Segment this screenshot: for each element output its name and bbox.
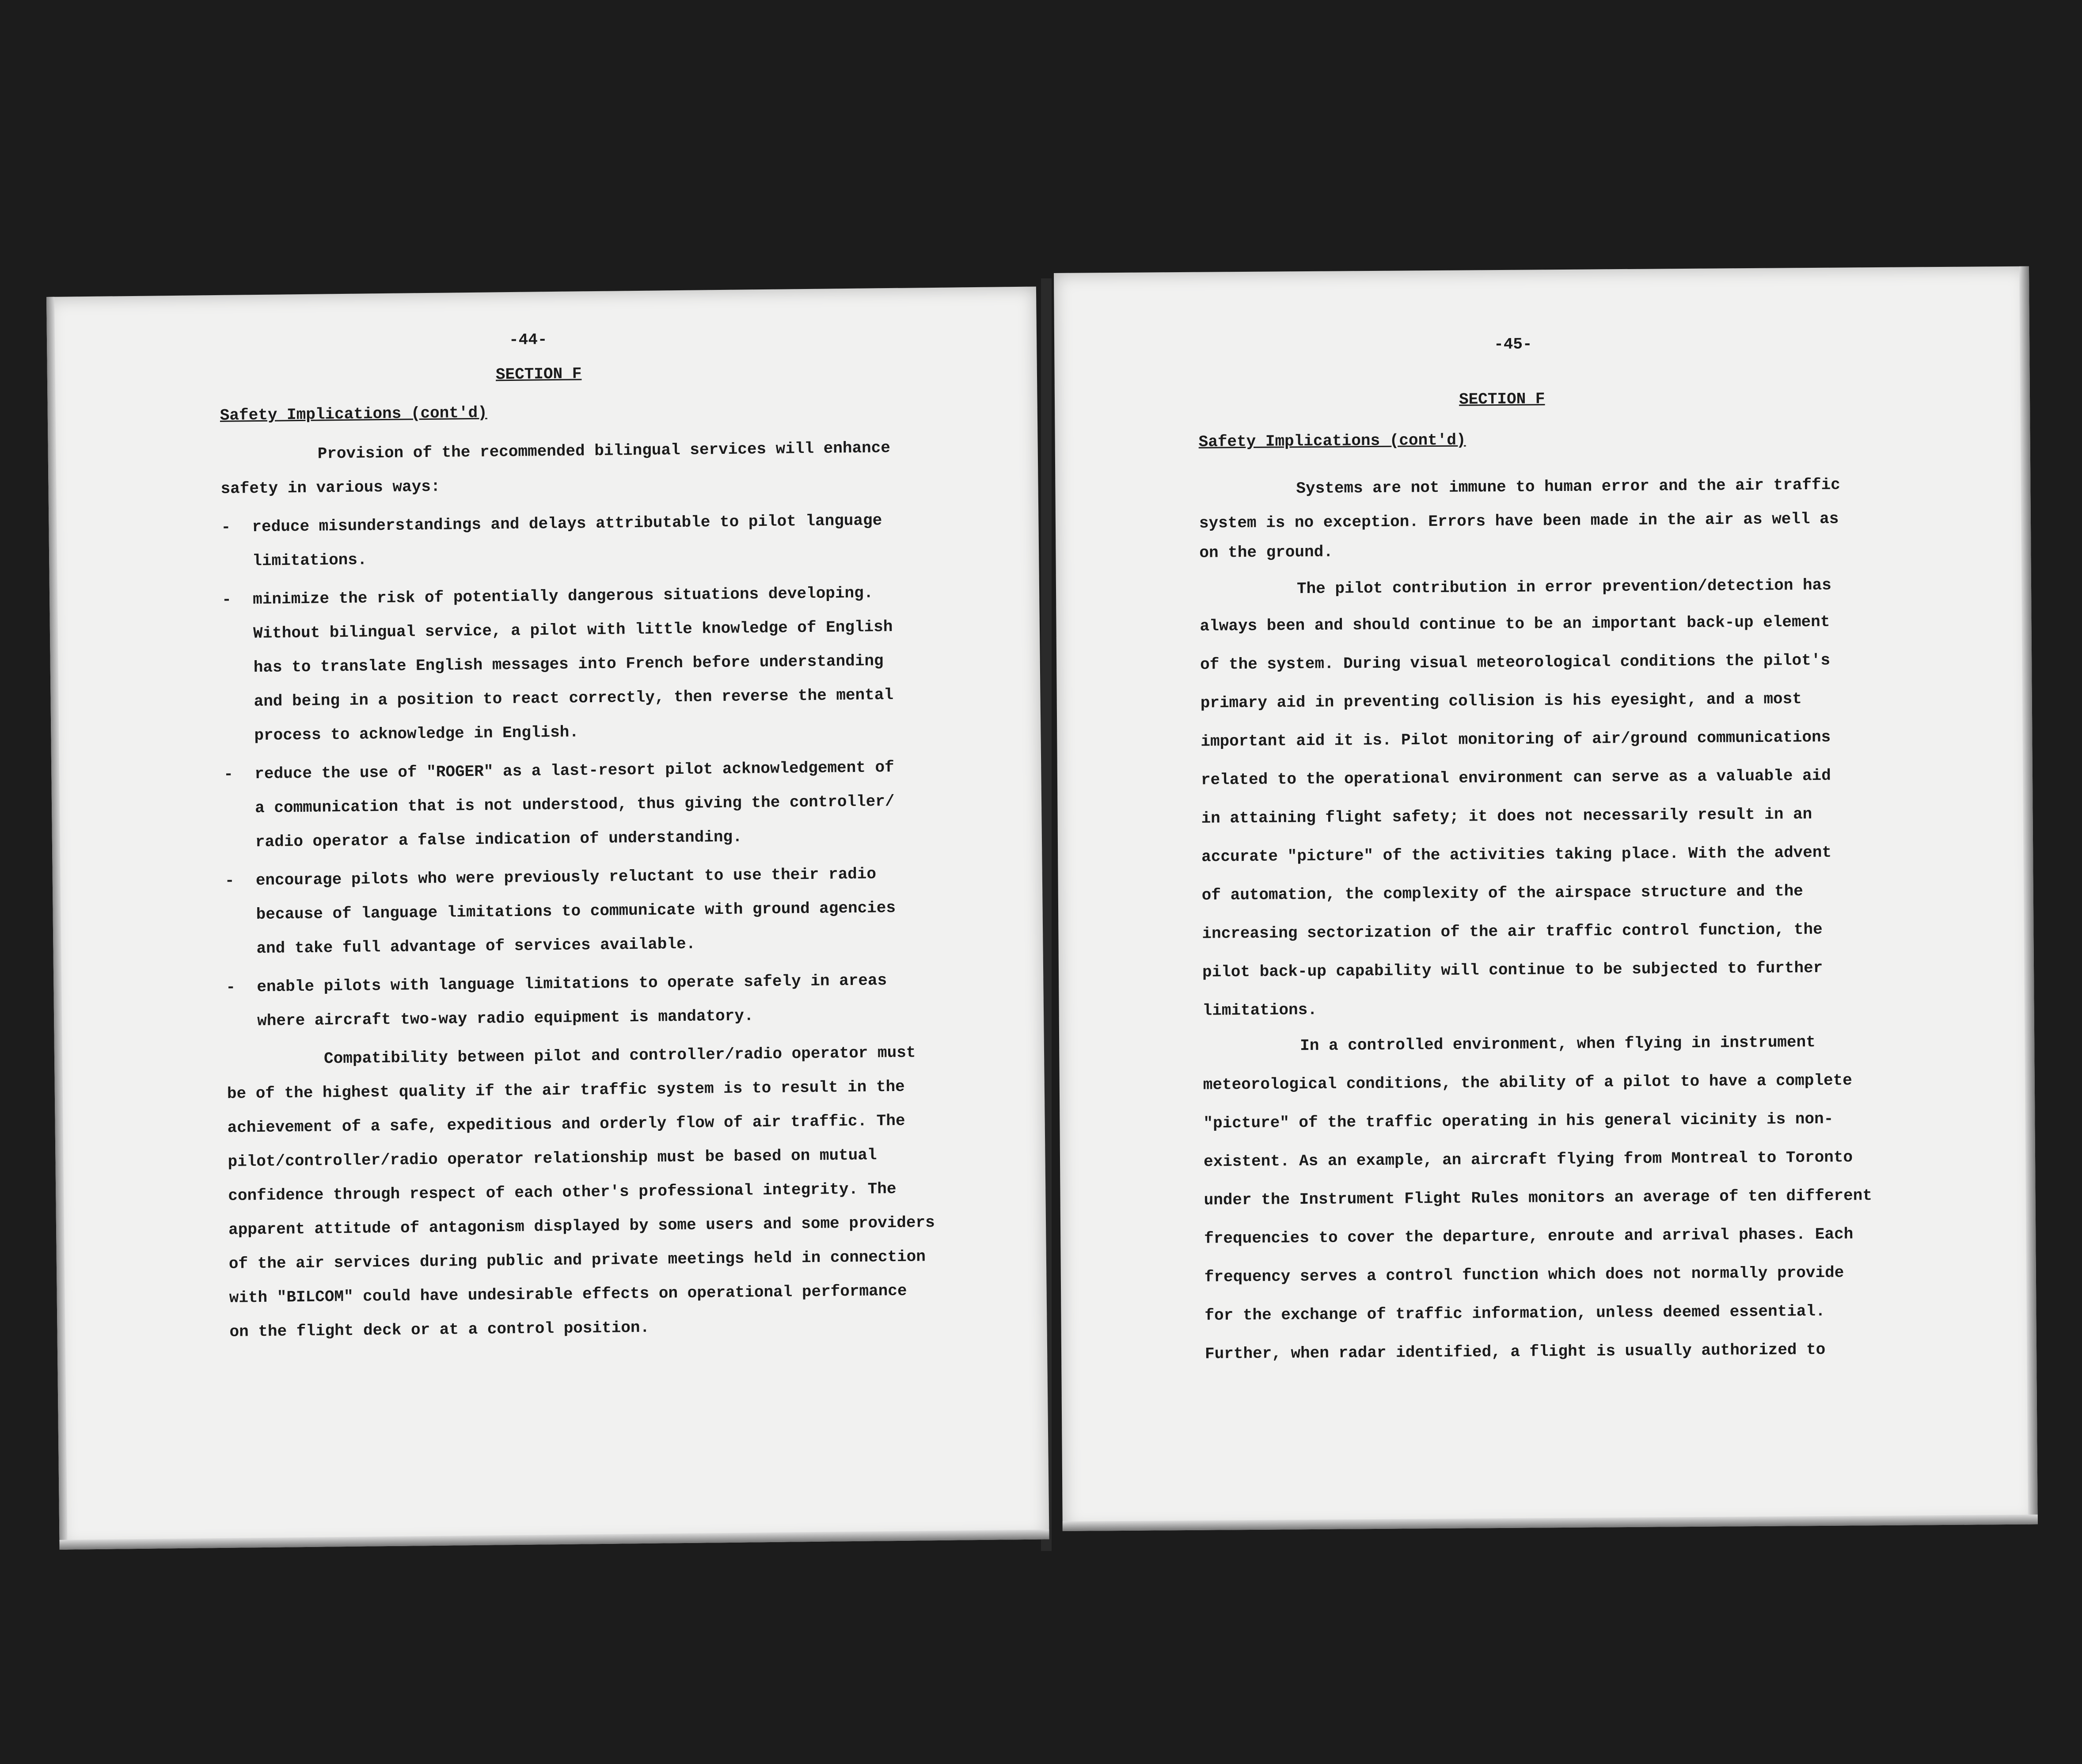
text-line: in attaining flight safety; it does not necessarily result in an (1201, 805, 1812, 828)
dash-marker: - (224, 871, 235, 890)
dash-marker: - (226, 978, 236, 996)
text-line: with "BILCOM" could have undesirable effects on operational performance (229, 1281, 907, 1307)
text-line: meteorological conditions, the ability of a pilot to have a complete (1203, 1071, 1852, 1094)
text-line: safety in various ways: (220, 477, 441, 498)
bullet-item (226, 961, 932, 1007)
text-line: of the system. During visual meteorological conditions the pilot's (1200, 651, 1831, 674)
text-line: Systems are not immune to human error and the air traffic (1296, 475, 1840, 498)
text-line: primary aid in preventing collision is his eyesight, and a most (1200, 690, 1802, 712)
text-line: and being in a position to react correctly, then reverse the mental (254, 685, 894, 711)
text-line: enable pilots with language limitations to operate safely in areas (257, 971, 887, 996)
text-line: process to acknowledge in English. (254, 723, 579, 745)
left-body-text (220, 428, 936, 1351)
text-line: of automation, the complexity of the airspace structure and the (1201, 882, 1803, 905)
text-line: apparent attitude of antagonism displayed by some users and some providers (228, 1213, 935, 1239)
text-line: under the Instrument Flight Rules monitors an average of ten different (1204, 1186, 1873, 1209)
page-number: -45- (1494, 335, 1532, 354)
subheading: Safety Implications (cont'd) (1198, 431, 1466, 451)
section-heading: SECTION F (1459, 390, 1545, 409)
text-line: important aid it is. Pilot monitoring of air/ground communications (1201, 728, 1831, 751)
text-line: pilot back-up capability will continue to be subjected to further (1202, 958, 1823, 981)
text-line: on the ground. (1199, 543, 1334, 562)
right-page (1054, 266, 2038, 1531)
text-line: of the air services during public and private meetings held in connection (228, 1247, 926, 1273)
text-line: confidence through respect of each other's professional integrity. The (228, 1179, 897, 1205)
text-line: always been and should continue to be an important back-up element (1200, 612, 1830, 635)
text-line: be of the highest quality if the air traffic system is to result in the (227, 1077, 905, 1103)
text-line: Compatibility between pilot and controller/radio operator must (323, 1043, 916, 1068)
text-line: frequency serves a control function which does not normally provide (1204, 1263, 1844, 1286)
text-line: and take full advantage of services available. (256, 935, 696, 958)
right-body-text (1199, 465, 1873, 1373)
text-line: Further, when radar identified, a flight is usually authorized to (1204, 1340, 1826, 1363)
text-line: reduce misunderstandings and delays attributable to pilot language (252, 511, 882, 536)
text-line: pilot/controller/radio operator relationship must be based on mutual (228, 1146, 877, 1171)
text-line: system is no exception. Errors have been made in the air as well as (1199, 509, 1839, 532)
text-line: limitations. (1202, 1000, 1318, 1020)
text-line: where aircraft two-way radio equipment is mandatory. (257, 1007, 754, 1030)
text-line: encourage pilots who were previously reluctant to use their radio (255, 865, 877, 890)
text-line: existent. As an example, an aircraft flying from Montreal to Toronto (1203, 1148, 1853, 1171)
bullet-item (222, 573, 928, 619)
section-heading: SECTION F (495, 365, 582, 384)
text-line: reduce the use of "ROGER" as a last-resort pilot acknowledgement of (255, 758, 894, 783)
text-line: has to translate English messages into French before understanding (253, 652, 884, 677)
dash-marker: - (224, 765, 234, 783)
text-line: achievement of a safe, expeditious and orderly flow of air traffic. The (227, 1111, 905, 1137)
bullet-item (224, 748, 930, 794)
text-line: "picture" of the traffic operating in his general vicinity is non- (1203, 1110, 1834, 1133)
page-number: -44- (509, 331, 547, 350)
text-line: radio operator a false indication of understanding. (255, 828, 742, 852)
text-line: for the exchange of traffic information, unless deemed essential. (1204, 1302, 1825, 1325)
text-line: on the flight deck or at a control position. (229, 1318, 650, 1341)
text-line: accurate "picture" of the activities taking place. With the advent (1201, 843, 1832, 866)
text-line: In a controlled environment, when flying in instrument (1300, 1033, 1816, 1055)
page-edge (46, 297, 68, 1550)
bullet-item (224, 854, 931, 900)
page-edge (59, 1529, 1049, 1549)
text-line: minimize the risk of potentially dangerous situations developing. (252, 584, 874, 609)
text-line: related to the operational environment can serve as a valuable aid (1201, 766, 1831, 789)
bullet-item (221, 501, 927, 547)
dash-marker: - (221, 518, 231, 536)
text-line: limitations. (252, 551, 367, 570)
text-line: frequencies to cover the departure, enroute and arrival phases. Each (1204, 1225, 1854, 1248)
dash-marker: - (221, 590, 232, 609)
text-line: The pilot contribution in error prevention/detection has (1296, 576, 1831, 598)
text-line: Provision of the recommended bilingual services will enhance (317, 439, 891, 463)
text-line: increasing sectorization of the air traffic control function, the (1202, 920, 1823, 943)
subheading: Safety Implications (cont'd) (220, 403, 487, 425)
left-page (46, 287, 1049, 1550)
text-line: a communication that is not understood, thus giving the controller/ (255, 792, 895, 817)
text-line: because of language limitations to communicate with ground agencies (256, 898, 896, 924)
page-edge (2019, 266, 2038, 1524)
page-edge (1063, 1515, 2038, 1531)
text-line: Without bilingual service, a pilot with little knowledge of English (253, 617, 893, 643)
